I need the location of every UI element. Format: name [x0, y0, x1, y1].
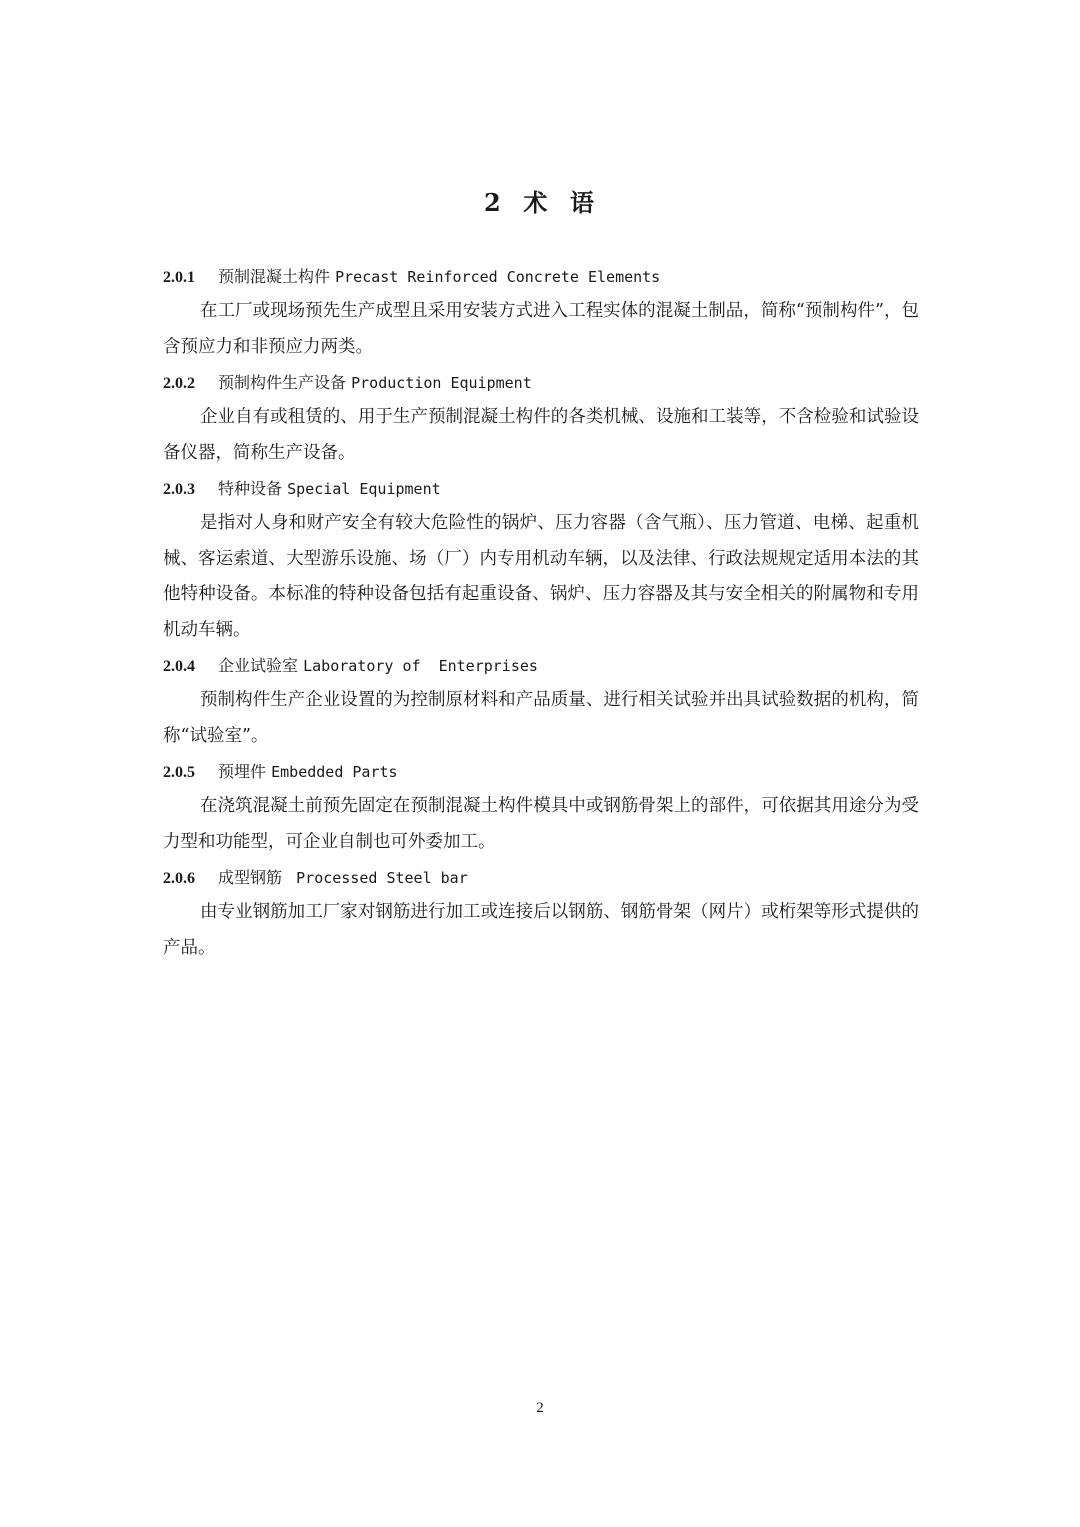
- term-name-en: Precast Reinforced Concrete Elements: [335, 268, 661, 286]
- term-name-en: Processed Steel bar: [287, 869, 468, 887]
- term-number: 2.0.4: [163, 658, 195, 675]
- term-name-en: Production Equipment: [351, 374, 532, 392]
- term-definition: 在工厂或现场预先生产成型且采用安装方式进入工程实体的混凝土制品，简称“预制构件”，包含预应力和非预应力两类。: [163, 301, 919, 357]
- term-heading: [163, 259, 919, 294]
- term-2-0-1: [163, 259, 919, 365]
- term-heading: [163, 648, 919, 683]
- term-heading: [163, 860, 919, 895]
- term-name-zh: 企业试验室: [218, 656, 299, 675]
- term-number: 2.0.1: [163, 269, 195, 286]
- term-name-zh: 预制混凝土构件: [218, 267, 331, 286]
- term-name-en: Laboratory of Enterprises: [303, 657, 538, 675]
- term-definition: 企业自有或租赁的、用于生产预制混凝土构件的各类机械、设施和工装等，不含检验和试验设备仪器，简称生产设备。: [163, 407, 919, 463]
- term-number: 2.0.3: [163, 481, 195, 498]
- term-definition: 在浇筑混凝土前预先固定在预制混凝土构件模具中或钢筋骨架上的部件，可依据其用途分为受力型和功能型，可企业自制也可外委加工。: [163, 796, 919, 852]
- term-name-zh: 成型钢筋: [218, 868, 283, 887]
- term-definition: 是指对人身和财产安全有较大危险性的锅炉、压力容器（含气瓶）、压力管道、电梯、起重机械、客运索道、大型游乐设施、场（厂）内专用机动车辆，以及法律、行政法规规定适用本法的其他特种设备。本标准的特种设备包括有起重设备、锅炉、压力容器及其与安全相关的附属物和专用机动车辆。: [163, 513, 919, 640]
- term-heading: [163, 754, 919, 789]
- term-number: 2.0.2: [163, 375, 195, 392]
- term-2-0-3: [163, 471, 919, 648]
- term-heading: [163, 365, 919, 400]
- term-name-en: Embedded Parts: [271, 763, 398, 781]
- term-heading: [163, 471, 919, 506]
- term-2-0-2: [163, 365, 919, 471]
- term-definition: 预制构件生产企业设置的为控制原材料和产品质量、进行相关试验并出具试验数据的机构，简称“试验室”。: [163, 690, 919, 746]
- term-definition: 由专业钢筋加工厂家对钢筋进行加工或连接后以钢筋、钢筋骨架（网片）或桁架等形式提供的产品。: [163, 902, 919, 958]
- term-name-zh: 特种设备: [218, 479, 283, 498]
- page-number: 2: [536, 1400, 544, 1416]
- term-name-zh: 预埋件: [218, 762, 267, 781]
- term-name-zh: 预制构件生产设备: [218, 373, 347, 392]
- page-title: 2 术 语: [483, 188, 597, 217]
- term-number: 2.0.6: [163, 870, 195, 887]
- term-2-0-6: [163, 860, 919, 966]
- term-2-0-4: [163, 648, 919, 754]
- terms-section: [163, 259, 919, 966]
- term-name-en: Special Equipment: [287, 480, 441, 498]
- term-2-0-5: [163, 754, 919, 860]
- term-number: 2.0.5: [163, 764, 195, 781]
